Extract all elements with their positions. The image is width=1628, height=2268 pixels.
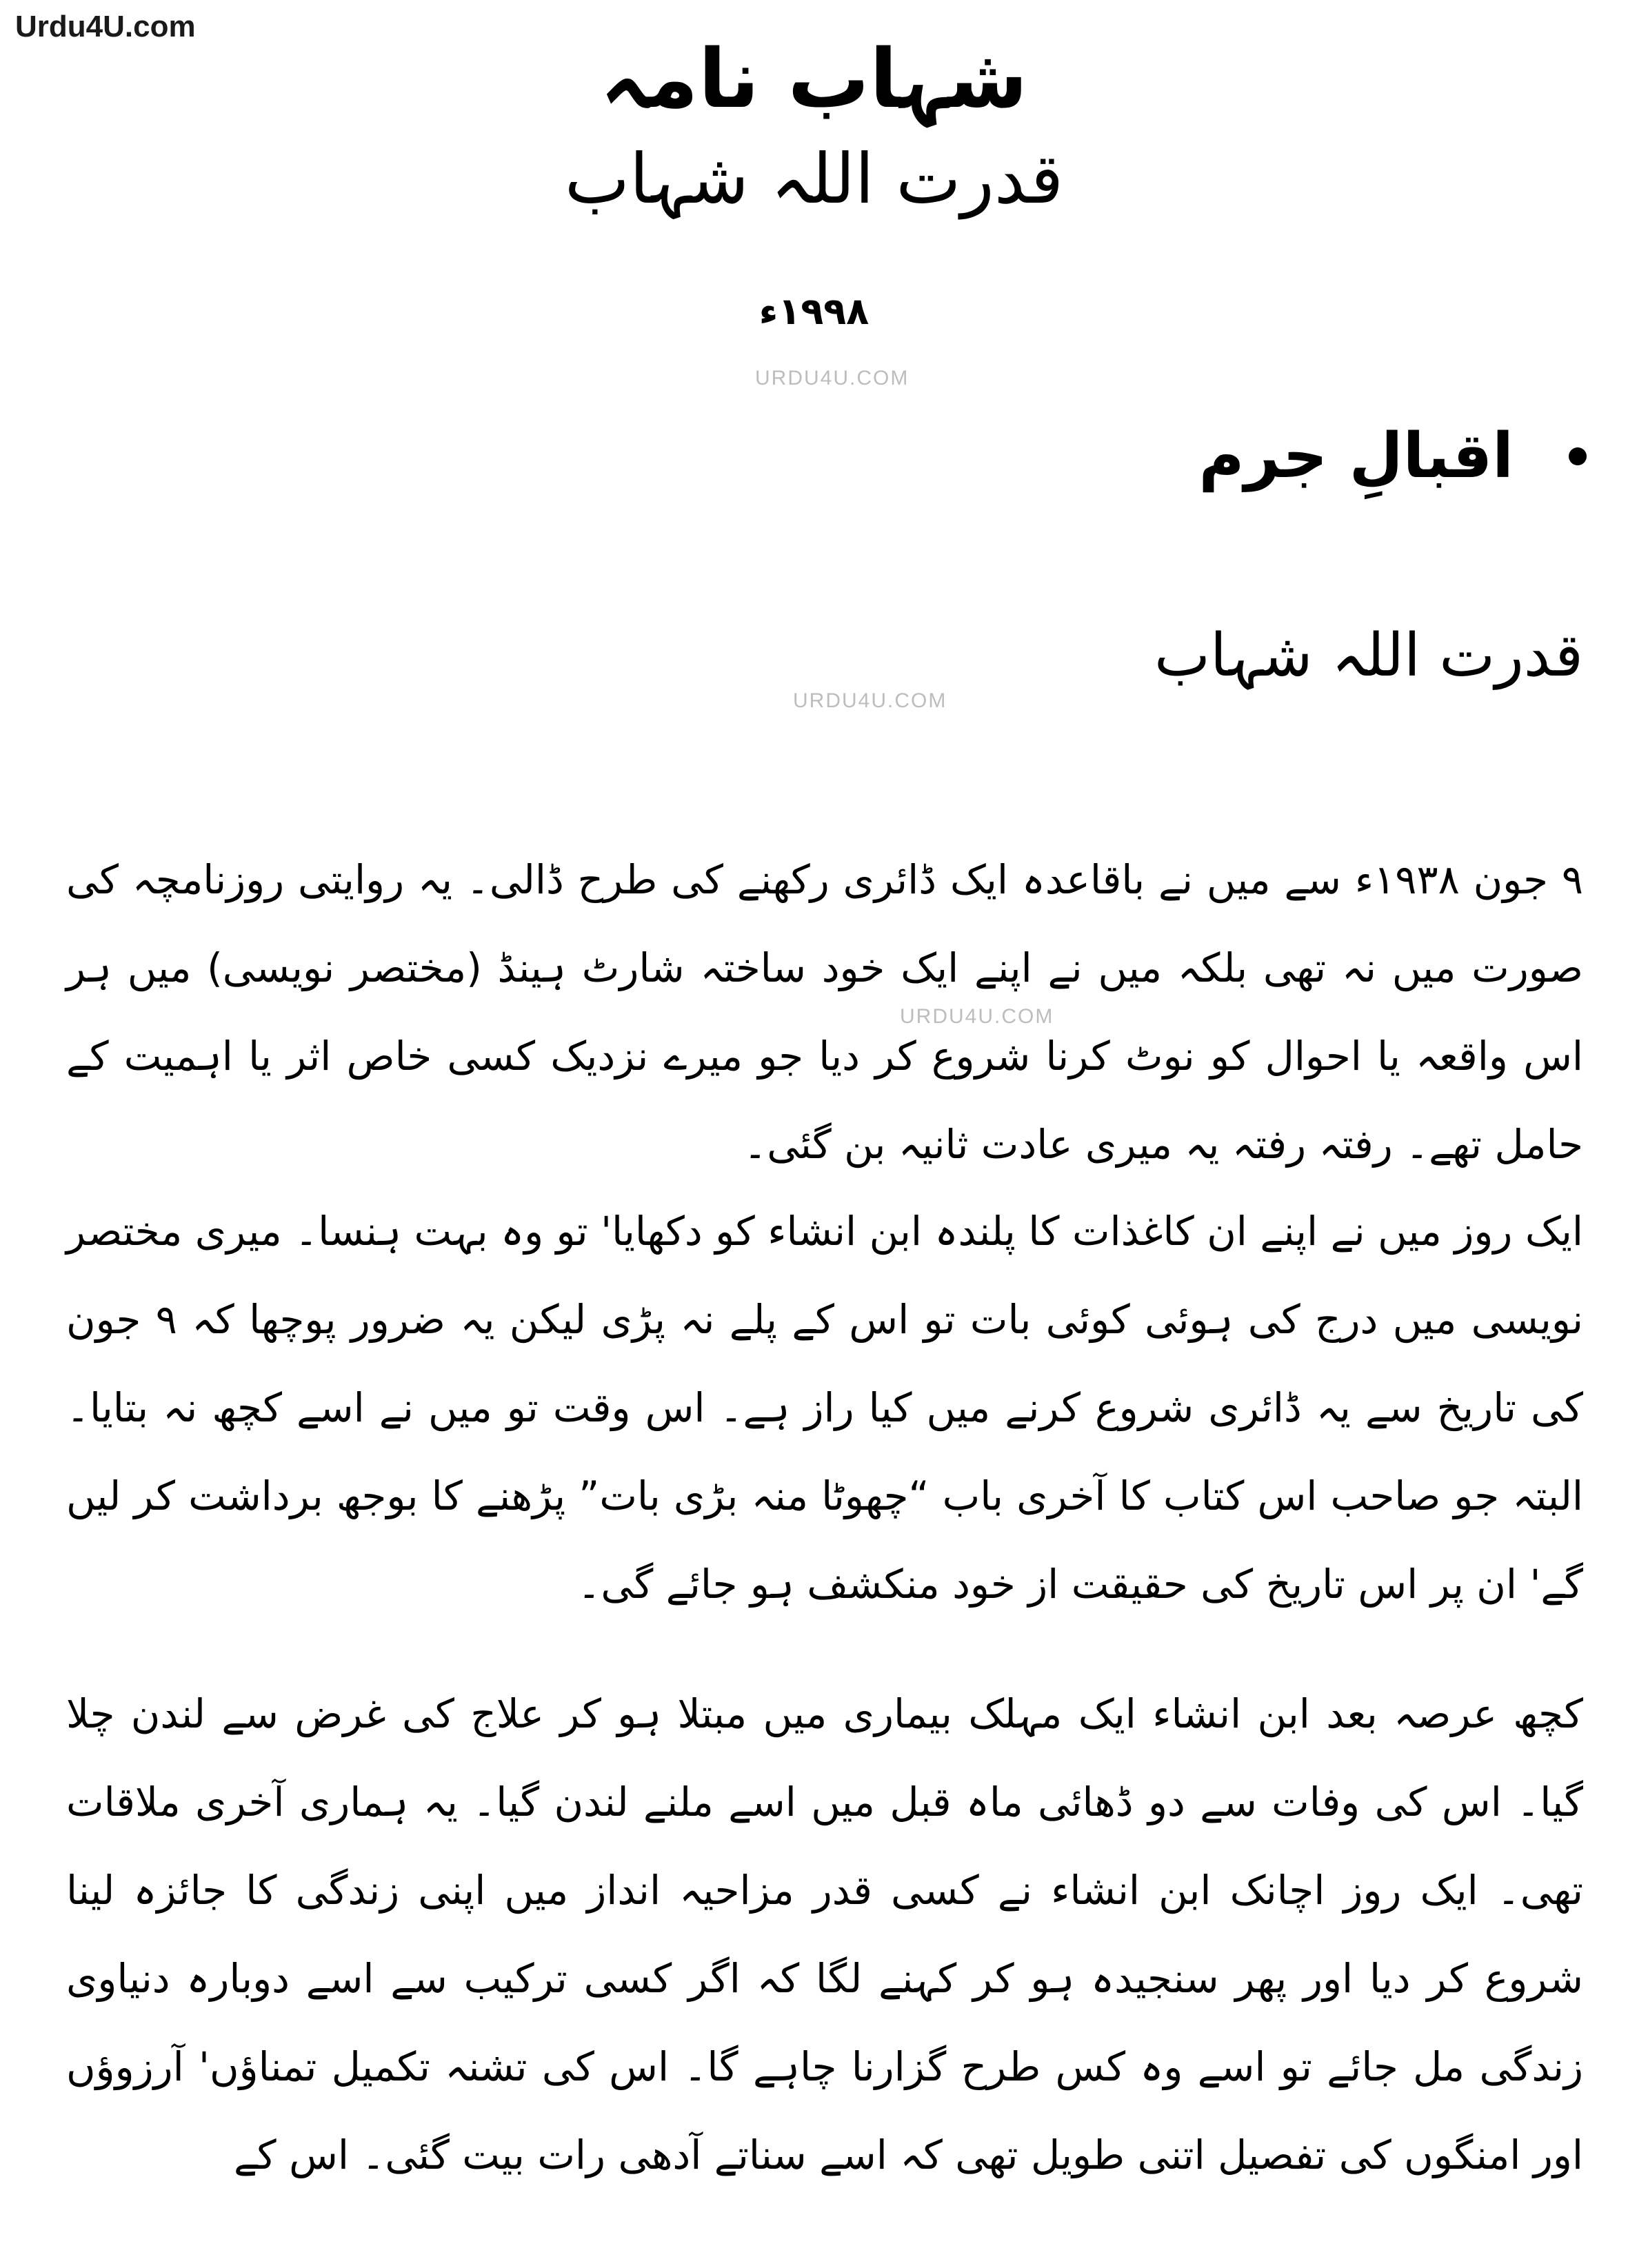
publication-year: ۱۹۹۸ء bbox=[758, 290, 870, 333]
watermark: URDU4U.COM bbox=[900, 1005, 1054, 1028]
section-author: قدرت اللہ شہاب bbox=[1154, 621, 1583, 690]
book-title: شہاب نامہ bbox=[600, 31, 1028, 126]
watermark: URDU4U.COM bbox=[755, 367, 910, 389]
paragraph: کچھ عرصہ بعد ابن انشاء ایک مہلک بیماری میں مبتلا ہو کر علاج کی غرض سے لندن چلا گیا۔ اس کی وفات سے دو ڈھائی ماہ قبل میں اسے ملنے لندن گیا۔ یہ ہماری آخری ملاقات تھی۔ ایک روز اچانک ابن انشاء نے کسی قدر مزاحیہ انداز میں اپنی زندگی کا جائزہ لینا شروع کر دیا اور پھر سنجیدہ ہو کر کہنے لگا کہ اگر کسی ترکیب سے اسے دوبارہ دنیاوی زندگی مل جائے تو اسے وہ کس طرح گزارنا چاہے گا۔ اس کی تشنہ تکمیل تمناؤں' آرزوؤں اور امنگوں کی تفصیل اتنی طویل تھی کہ اسے سناتے آدھی رات بیت گئی۔ اس کے bbox=[66, 1690, 1583, 2178]
book-author: قدرت اللہ شہاب bbox=[564, 139, 1064, 219]
paragraph: ایک روز میں نے اپنے ان کاغذات کا پلندہ ابن انشاء کو دکھایا' تو وہ بہت ہنسا۔ میری مختصر نویسی میں درج کی ہوئی کوئی بات تو اس کے پلے نہ پڑی لیکن یہ ضرور پوچھا کہ ۹ جون کی تاریخ سے یہ ڈائری شروع کرنے میں کیا راز ہے۔ اس وقت تو میں نے اسے کچھ نہ بتایا۔ البتہ جو صاحب اس کتاب کا آخری باب “چھوٹا منہ بڑی بات” پڑھنے کا بوجھ برداشت کر لیں گے' ان پر اس تاریخ کی حقیقت از خود منکشف ہو جائے گی۔ bbox=[66, 1208, 1583, 1608]
section-heading-row bbox=[1198, 422, 1587, 490]
bullet-icon bbox=[1569, 447, 1587, 465]
section-heading: اقبالِ جرم bbox=[1198, 420, 1514, 492]
paragraph: ۹ جون ۱۹۳۸ء سے میں نے باقاعدہ ایک ڈائری رکھنے کی طرح ڈالی۔ یہ روایتی روزنامچہ کی صورت میں نہ تھی بلکہ میں نے اپنے ایک خود ساختہ شارٹ ہینڈ (مختصر نویسی) میں ہر اس واقعہ یا احوال کو نوٹ کرنا شروع کر دیا جو میرے نزدیک کسی خاص اثر یا اہمیت کے حامل تھے۔ رفتہ رفتہ یہ میری عادت ثانیہ بن گئی۔ bbox=[66, 856, 1583, 1168]
site-logo-text: Urdu4U.com bbox=[15, 10, 196, 43]
watermark: URDU4U.COM bbox=[793, 689, 947, 712]
